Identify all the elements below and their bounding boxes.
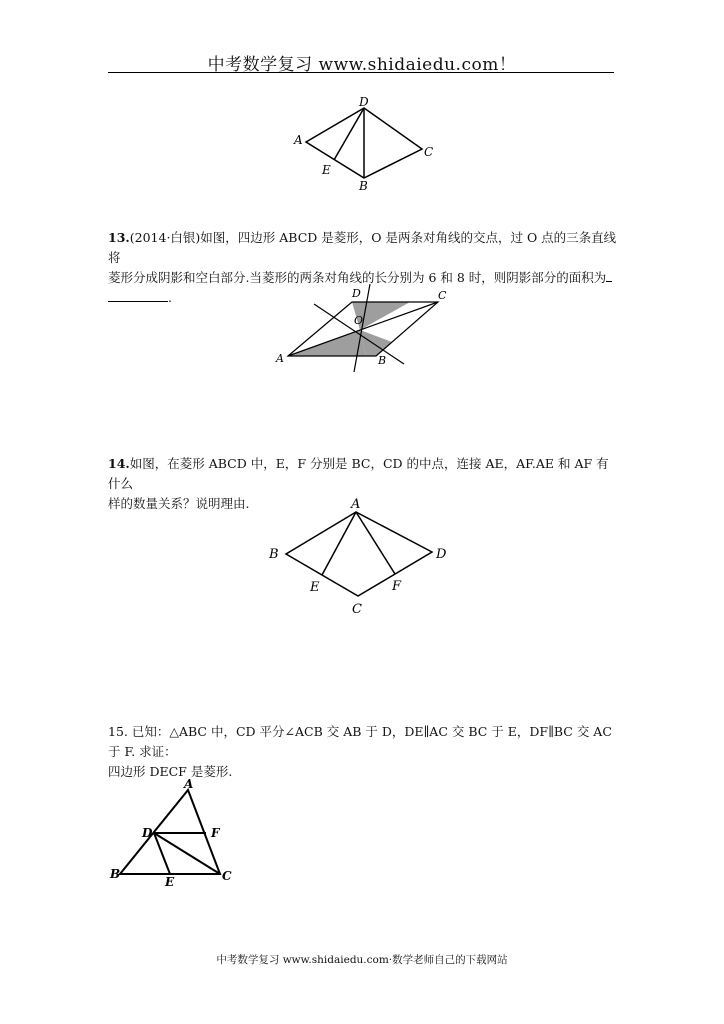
answer-blank — [606, 269, 612, 282]
label-o: O — [354, 314, 364, 327]
question-number: 13. — [108, 230, 130, 245]
label-b: B — [378, 354, 387, 367]
label-c: C — [424, 145, 434, 159]
figure-rhombus-de — [290, 94, 440, 192]
label-a: A — [294, 133, 303, 147]
question-text-line2: 样的数量关系？说明理由. — [108, 496, 250, 511]
label-b: B — [269, 547, 279, 562]
header-rule — [108, 72, 614, 73]
question-15 — [108, 722, 618, 782]
question-number: 14. — [108, 456, 130, 471]
question-text-line1: (2014·白银)如图，四边形 ABCD 是菱形，O 是两条对角线的交点，过 O 点的三条直线将 — [108, 230, 617, 265]
label-e: E — [165, 875, 175, 888]
page-footer: 中考数学复习 www.shidaiedu.com·数学老师自己的下载网站 — [216, 954, 508, 966]
page-header: 中考数学复习 www.shidaiedu.com！ — [207, 55, 517, 75]
label-b: B — [110, 867, 121, 881]
question-text-line2: 四边形 DECF 是菱形. — [108, 764, 233, 779]
label-e: E — [310, 580, 320, 595]
question-text-line2: 菱形分成阴影和空白部分.当菱形的两条对角线的长分别为 6 和 8 时，则阴影部分的面积为 — [108, 270, 607, 285]
label-a: A — [276, 352, 284, 365]
label-c: C — [352, 602, 362, 617]
figure-triangle-decf — [108, 776, 238, 888]
label-f: F — [392, 579, 402, 594]
label-e: E — [322, 163, 331, 177]
label-d: D — [359, 95, 369, 109]
question-text-line1: 15. 已知：△ABC 中，CD 平分∠ACB 交 AB 于 D，DE∥AC 交 BC 于 E，DF∥BC 交 AC 于 F. 求证： — [108, 724, 612, 759]
figure-rhombus-shaded — [274, 284, 464, 372]
label-d: D — [142, 826, 153, 840]
answer-blank-cont — [108, 289, 168, 302]
figure-rhombus-midpoints — [266, 496, 456, 618]
label-b: B — [359, 179, 368, 192]
question-text-tail: . — [168, 290, 172, 305]
label-d: D — [436, 547, 447, 562]
label-f: F — [211, 826, 220, 840]
label-a: A — [351, 497, 361, 512]
label-a: A — [184, 777, 194, 791]
label-d: D — [352, 287, 361, 300]
label-c: C — [438, 289, 447, 302]
label-c: C — [222, 869, 232, 883]
question-text-line1: 如图，在菱形 ABCD 中，E，F 分别是 BC，CD 的中点，连接 AE，AF.AE 和 AF 有什么 — [108, 456, 609, 491]
